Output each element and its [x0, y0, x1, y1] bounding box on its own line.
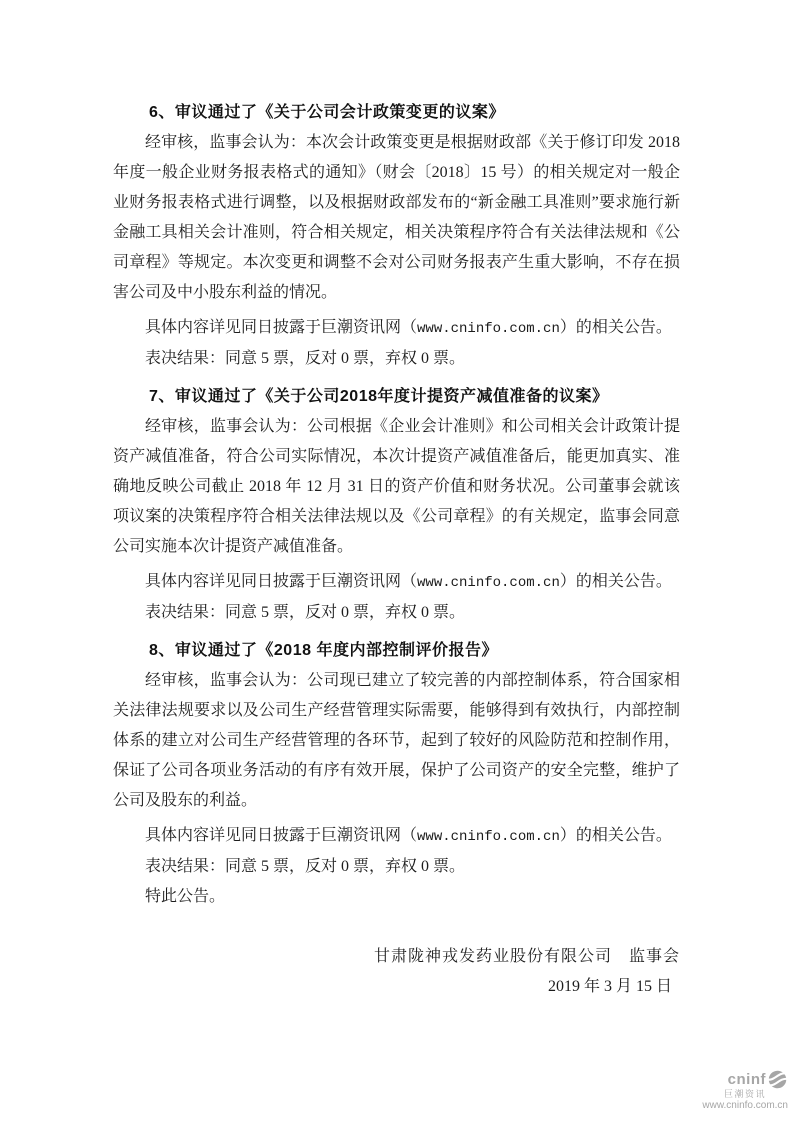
section-8-disclosure — [113, 821, 680, 852]
signature-date: 2019 年 3 月 15 日 — [547, 978, 672, 995]
cninfo-url: www.cninfo.com.cn — [417, 321, 560, 337]
section-8-vote: 表决结果：同意 5 票，反对 0 票，弃权 0 票。 — [145, 858, 466, 875]
signature-company: 甘肃陇神戎发药业股份有限公司 监事会 — [373, 948, 680, 965]
section-7-vote: 表决结果：同意 5 票，反对 0 票，弃权 0 票。 — [145, 604, 466, 621]
announcement-body — [113, 98, 680, 1002]
cninfo-brand-row — [728, 1069, 788, 1090]
section-7 — [113, 382, 680, 628]
cninfo-brand-chinese: 巨潮资讯 — [723, 1089, 766, 1099]
cninfo-footer-url: www.cninfo.com.cn — [702, 1100, 788, 1111]
section-6-heading: 6、审议通过了《关于公司会计政策变更的议案》 — [149, 104, 505, 121]
section-6 — [113, 98, 680, 374]
section-7-disclosure — [113, 567, 680, 598]
cninfo-url: www.cninfo.com.cn — [417, 829, 560, 845]
section-8-heading: 8、审议通过了《2018 年度内部控制评价报告》 — [149, 642, 498, 659]
section-8 — [113, 636, 680, 882]
disclosure-prefix: 具体内容详见同日披露于巨潮资讯网（ — [145, 573, 418, 590]
disclosure-prefix: 具体内容详见同日披露于巨潮资讯网（ — [145, 319, 418, 336]
closing-note: 特此公告。 — [145, 888, 226, 905]
cninfo-logo — [702, 1069, 788, 1112]
disclosure-suffix: ）的相关公告。 — [559, 827, 672, 844]
section-8-body: 经审核，监事会认为：公司现已建立了较完善的内部控制体系，符合国家相关法律法规要求以及公司生产经营管理实际需要，能够得到有效执行，内部控制体系的建立对公司生产经营管理的各环节，起到了较好的风险防范和控制作用，保证了公司各项业务活动的有序有效开展，保护了公司资产的安全完整，维护了公司及股东的利益。 — [113, 672, 680, 809]
section-6-vote: 表决结果：同意 5 票，反对 0 票，弃权 0 票。 — [145, 350, 466, 367]
cninfo-url: www.cninfo.com.cn — [417, 575, 560, 591]
disclosure-prefix: 具体内容详见同日披露于巨潮资讯网（ — [145, 827, 418, 844]
section-6-disclosure — [113, 313, 680, 344]
section-6-body: 经审核，监事会认为：本次会计政策变更是根据财政部《关于修订印发 2018 年度一般企业财务报表格式的通知》（财会〔2018〕15 号）的相关规定对一般企业财务报表格式进行调整，以及根据财政部发布的“新金融工具准则”要求施行新金融工具相关会计准则，符合相关规定，相关决策程序符合有关法律法规和《公司章程》等规定。本次变更和调整不会对公司财务报表产生重大影响，不存在损害公司及中小股东利益的情况。 — [113, 134, 680, 301]
disclosure-suffix: ）的相关公告。 — [559, 573, 672, 590]
disclosure-suffix: ）的相关公告。 — [559, 319, 672, 336]
section-7-heading: 7、审议通过了《关于公司2018年度计提资产减值准备的议案》 — [149, 388, 609, 405]
cninfo-swirl-icon — [765, 1067, 790, 1092]
cninfo-brand-text: cninf — [727, 1070, 766, 1088]
section-7-body: 经审核，监事会认为：公司根据《企业会计准则》和公司相关会计政策计提资产减值准备，符合公司实际情况，本次计提资产减值准备后，能更加真实、准确地反映公司截止 2018 年 12 月 31 日的资产价值和财务状况。公司董事会就该项议案的决策程序符合相关法律法规以及《公司章程》的有关规定，监事会同意公司实施本次计提资产减值准备。 — [113, 418, 680, 555]
